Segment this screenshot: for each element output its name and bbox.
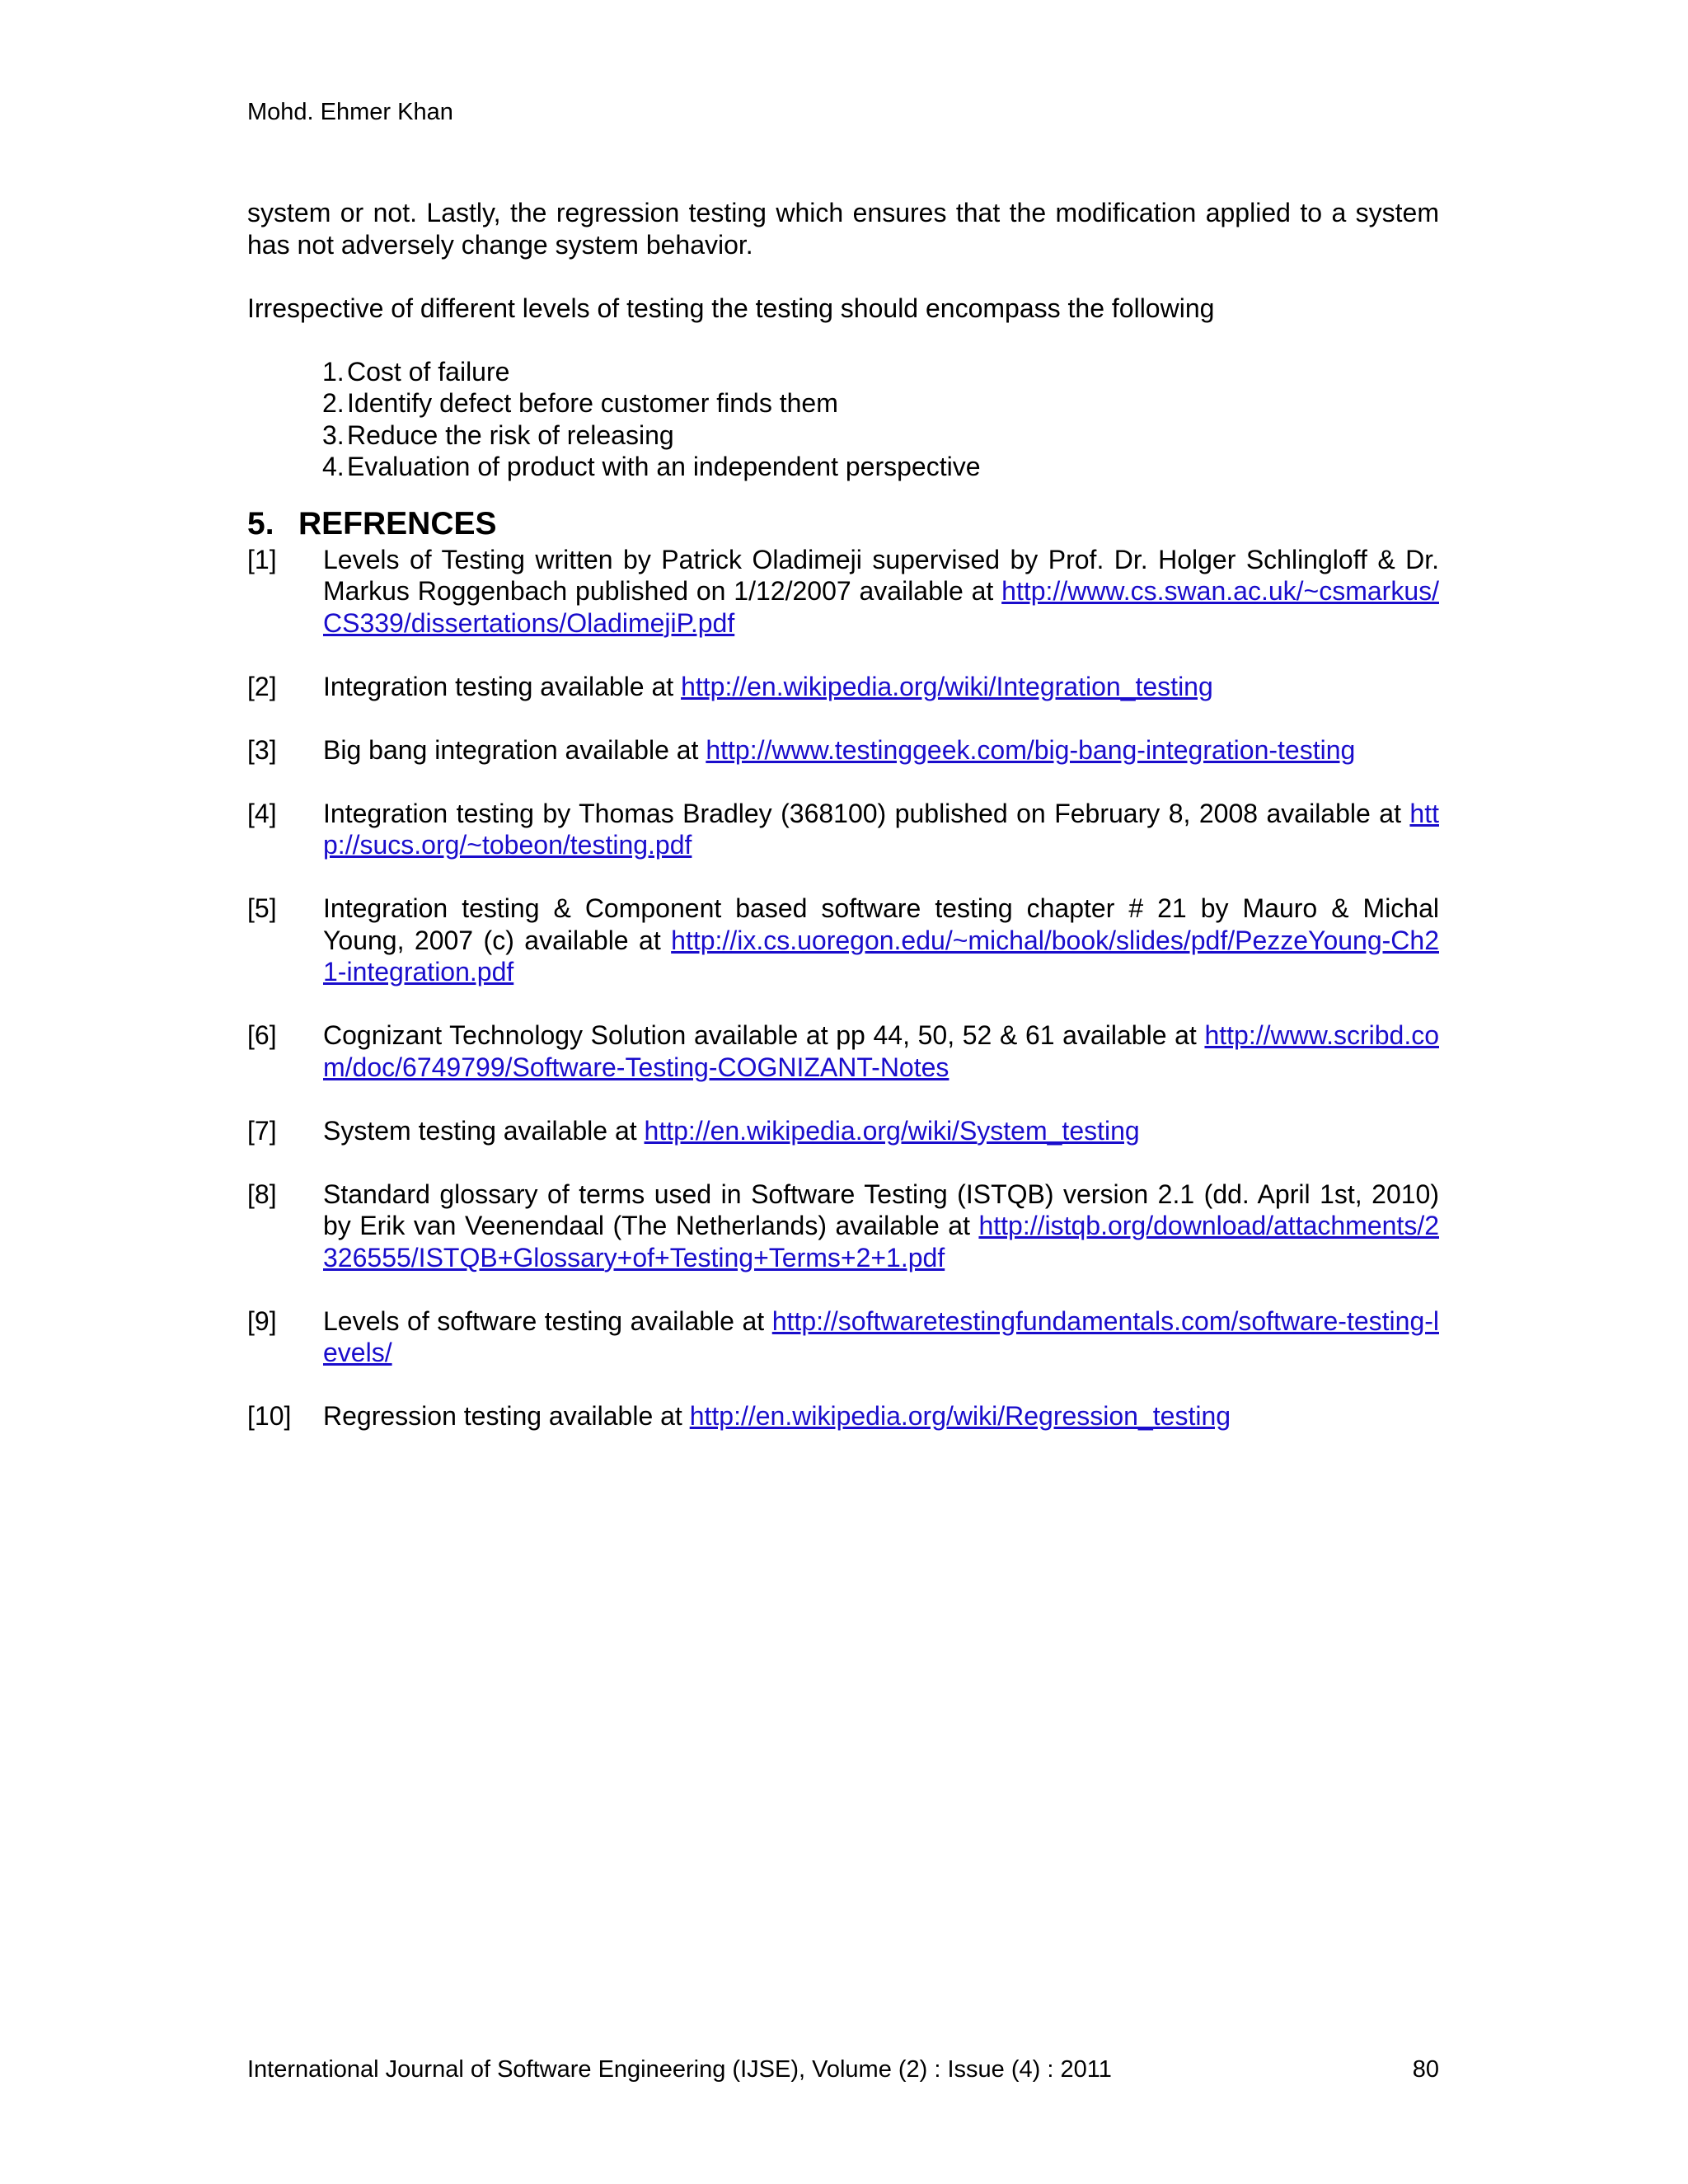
- reference-label: [7]: [247, 1115, 277, 1146]
- list-item: [247, 356, 1439, 388]
- reference-text: Integration testing available at: [323, 671, 682, 701]
- reference-text: Cognizant Technology Solution available at pp 44, 50, 52 & 61 available at: [323, 1020, 1205, 1050]
- footer-page-number: 80: [1412, 2056, 1439, 2083]
- reference-text: Integration testing & Component based software testing chapter # 21 by Mauro & Michal Young, 2007 (c) available at: [323, 893, 1439, 955]
- footer-journal: International Journal of Software Engineering (IJSE), Volume (2) : Issue (4) : 2011: [247, 2056, 1112, 2083]
- reference-label: [3]: [247, 734, 277, 765]
- reference-label: [5]: [247, 893, 277, 923]
- reference-link[interactable]: http://en.wikipedia.org/wiki/Integration_testing: [681, 671, 1213, 701]
- page-content: [247, 197, 1439, 1464]
- reference-body: [323, 1115, 1439, 1147]
- intro-paragraph: system or not. Lastly, the regression testing which ensures that the modification applied to a system has not adversely change system behavior.: [247, 198, 1439, 260]
- section-heading: [247, 505, 1439, 541]
- lead-paragraph: Irrespective of different levels of testing the testing should encompass the following: [247, 293, 1215, 323]
- reference-label: [6]: [247, 1020, 277, 1050]
- reference-body: [323, 544, 1439, 640]
- list-item-number: 1.: [322, 356, 345, 387]
- reference-text: Levels of software testing available at: [323, 1305, 772, 1336]
- list-item-number: 3.: [322, 419, 345, 450]
- reference-body: [323, 1305, 1439, 1369]
- reference-label: [4]: [247, 798, 277, 828]
- section-number: 5.: [247, 505, 274, 541]
- reference-link[interactable]: http://ix.cs.uoregon.edu/~michal/book/slides/pdf/PezzeYoung-Ch21-integration.pdf: [323, 925, 1439, 987]
- reference-item: [247, 544, 1439, 640]
- list-item-text: Reduce the risk of releasing: [347, 419, 674, 450]
- reference-body: [323, 734, 1439, 766]
- reference-list: [247, 544, 1439, 1432]
- reference-link[interactable]: http://www.cs.swan.ac.uk/~csmarkus/CS339/dissertations/OladimejiP.pdf: [323, 576, 1439, 638]
- list-item-number: 4.: [322, 452, 345, 481]
- list-item: [247, 451, 1439, 483]
- list-item-text: Identify defect before customer finds them: [347, 388, 838, 418]
- reference-item: [247, 734, 1439, 766]
- page-header-author: Mohd. Ehmer Khan: [247, 99, 453, 125]
- list-item: [247, 419, 1439, 452]
- reference-link[interactable]: http://istqb.org/download/attachments/2326555/ISTQB+Glossary+of+Testing+Terms+2+1.pdf: [323, 1211, 1439, 1272]
- reference-text: Standard glossary of terms used in Software Testing (ISTQB) version 2.1 (dd. April 1st, 2010) by Erik van Veenendaal (The Netherlands) available at: [323, 1179, 1439, 1240]
- page-footer: [247, 2055, 1439, 2083]
- list-item-text: Cost of failure: [347, 356, 510, 387]
- reference-item: [247, 1179, 1439, 1274]
- reference-body: [323, 798, 1439, 861]
- reference-body: [323, 1019, 1439, 1083]
- reference-label: [10]: [247, 1401, 292, 1431]
- reference-item: [247, 671, 1439, 703]
- reference-link[interactable]: http://sucs.org/~tobeon/testing.pdf: [323, 798, 1439, 860]
- reference-text: Regression testing available at: [323, 1401, 690, 1431]
- reference-item: [247, 1019, 1439, 1083]
- list-item-text: Evaluation of product with an independent perspective: [347, 452, 981, 481]
- reference-label: [8]: [247, 1179, 277, 1209]
- reference-item: [247, 1115, 1439, 1147]
- reference-link[interactable]: http://www.testinggeek.com/big-bang-integration-testing: [706, 734, 1356, 765]
- reference-body: [323, 1400, 1439, 1432]
- reference-text: Big bang integration available at: [323, 734, 706, 765]
- reference-text: Levels of Testing written by Patrick Oladimeji supervised by Prof. Dr. Holger Schlingloff & Dr. Markus Roggenbach published on 1/12/2007 available at: [323, 544, 1439, 606]
- reference-link[interactable]: http://www.scribd.com/doc/6749799/Software-Testing-COGNIZANT-Notes: [323, 1020, 1439, 1082]
- reference-item: [247, 1305, 1439, 1369]
- reference-item: [247, 798, 1439, 861]
- reference-body: [323, 1179, 1439, 1274]
- reference-label: [1]: [247, 544, 277, 574]
- reference-text: Integration testing by Thomas Bradley (368100) published on February 8, 2008 available at: [323, 798, 1410, 828]
- reference-body: [323, 893, 1439, 988]
- reference-link[interactable]: http://en.wikipedia.org/wiki/System_testing: [644, 1115, 1140, 1146]
- reference-label: [2]: [247, 671, 277, 701]
- reference-link[interactable]: http://softwaretestingfundamentals.com/software-testing-levels/: [323, 1305, 1439, 1367]
- section-title: REFRENCES: [298, 505, 497, 541]
- reference-link[interactable]: http://en.wikipedia.org/wiki/Regression_testing: [689, 1401, 1231, 1431]
- reference-item: [247, 893, 1439, 988]
- numbered-list: [247, 356, 1439, 483]
- list-item-number: 2.: [322, 388, 345, 418]
- reference-text: System testing available at: [323, 1115, 645, 1146]
- reference-label: [9]: [247, 1305, 277, 1336]
- list-item: [247, 387, 1439, 419]
- reference-body: [323, 671, 1439, 703]
- reference-item: [247, 1400, 1439, 1432]
